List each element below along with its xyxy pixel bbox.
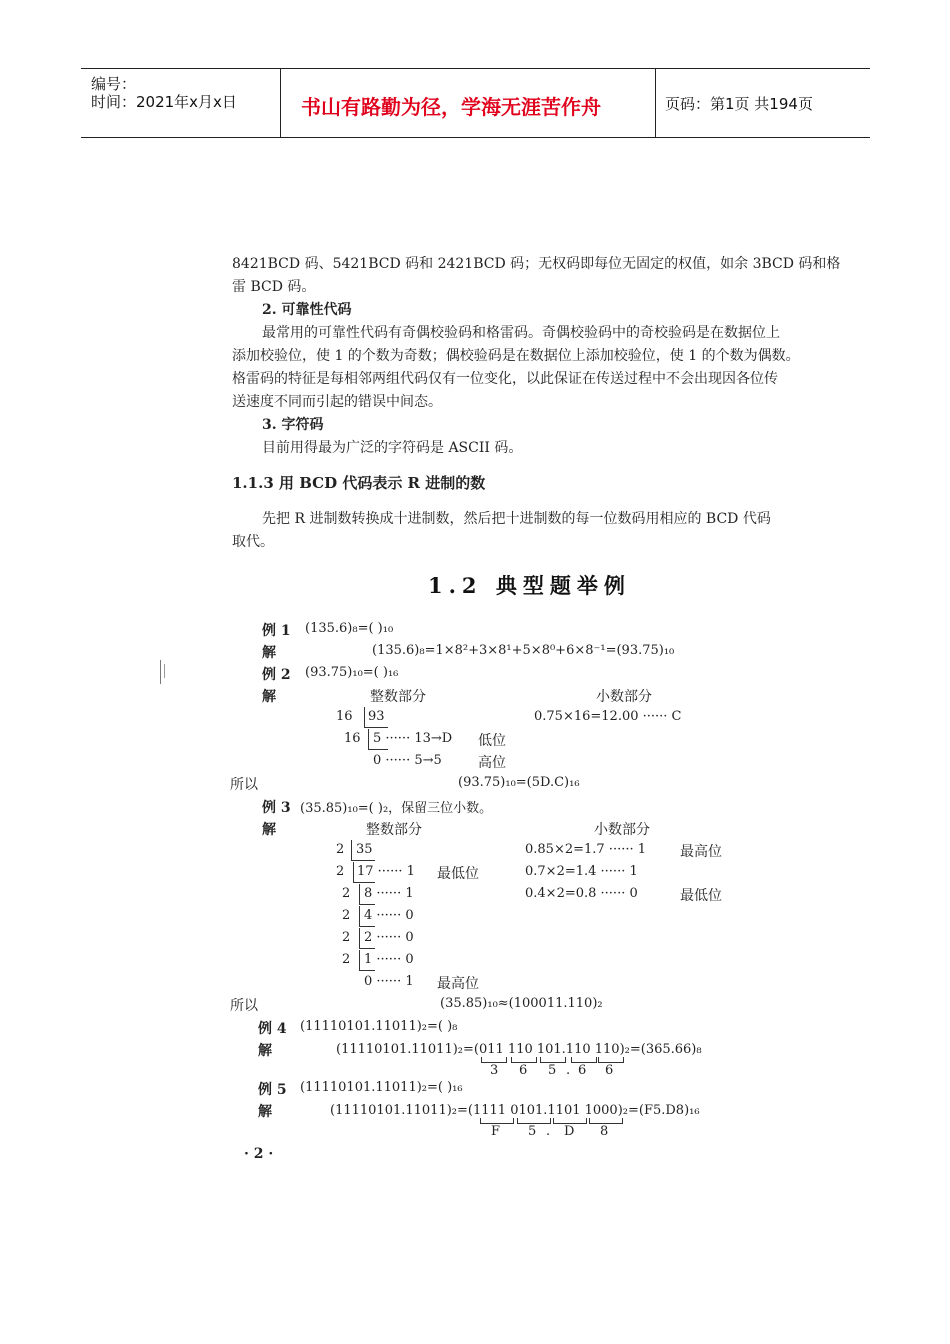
example-label: 例 2 <box>262 667 291 683</box>
example-label: 例 5 <box>258 1082 287 1098</box>
quotient-row: 35 <box>356 842 373 857</box>
division-bracket <box>359 948 375 949</box>
section-title: 1.2 典型题举例 <box>428 573 631 598</box>
solution-label: 解 <box>262 689 276 705</box>
example-label: 例 1 <box>262 623 291 639</box>
divisor: 2 <box>336 842 345 857</box>
division-bracket <box>364 727 388 728</box>
divisor: 2 <box>342 952 351 967</box>
fraction-part-label: 小数部分 <box>594 822 650 838</box>
reliable-line: 添加校验位，使 1 的个数为奇数；偶校验码是在数据位上添加校验位，使 1 的个数为偶数。 <box>232 348 800 364</box>
group-digit: 8 <box>600 1124 609 1139</box>
integer-part-label: 整数部分 <box>370 689 426 705</box>
lowest-label: 最低位 <box>680 888 722 904</box>
result: (35.85)₁₀≈(100011.110)₂ <box>440 996 603 1011</box>
group-digit: 6 <box>605 1063 614 1078</box>
example-label: 例 4 <box>258 1021 287 1037</box>
scan-mark <box>160 660 161 684</box>
group-digit: . <box>546 1124 551 1139</box>
solution-label: 解 <box>258 1043 272 1059</box>
group-digit: 5 <box>548 1063 557 1078</box>
group-digit: 5 <box>528 1124 537 1139</box>
division-bracket <box>351 840 352 860</box>
reliable-line: 送速度不同而引起的错误中间态。 <box>232 394 442 410</box>
division-bracket <box>359 926 375 927</box>
divisor: 2 <box>342 886 351 901</box>
solution-label: 解 <box>262 645 276 661</box>
quotient-row: 5 ······ 13→D <box>373 731 453 746</box>
group-digit: 6 <box>519 1063 528 1078</box>
divisor: 16 <box>344 731 361 746</box>
divisor: 2 <box>342 908 351 923</box>
therefore-label: 所以 <box>230 998 258 1014</box>
division-bracket <box>364 707 365 727</box>
number-label: 编号： <box>91 75 137 93</box>
header-divider <box>280 69 281 137</box>
fraction-step: 0.85×2=1.7 ······ 1 <box>525 842 647 857</box>
example-answer: (11110101.11011)₂=(1111 0101.1101 1000)₂=(F5.D8)₁₆ <box>330 1103 700 1118</box>
example-question: (35.85)₁₀=( )₂，保留三位小数。 <box>300 801 493 816</box>
example-label: 例 3 <box>262 800 291 816</box>
divisor: 2 <box>336 864 345 879</box>
scan-mark <box>164 664 165 678</box>
group-digit: D <box>564 1124 575 1139</box>
example-question: (11110101.11011)₂=( )₁₆ <box>300 1080 463 1095</box>
solution-label: 解 <box>258 1104 272 1120</box>
highest-label: 最高位 <box>437 976 479 992</box>
division-bracket <box>359 904 375 905</box>
motto: 书山有路勤为径，学海无涯苦作舟 <box>301 95 601 119</box>
header-divider <box>655 69 656 137</box>
quotient-row: 4 ······ 0 <box>364 908 414 923</box>
quotient-row: 0 ······ 1 <box>364 974 414 989</box>
group-digit: . <box>566 1063 571 1078</box>
fraction-part-label: 小数部分 <box>596 689 652 705</box>
reliable-line: 最常用的可靠性代码有奇偶校验码和格雷码。奇偶校验码中的奇校验码是在数据位上 <box>262 325 780 341</box>
division-bracket <box>353 882 375 883</box>
group-digit: F <box>491 1124 501 1139</box>
reliable-heading: 2. 可靠性代码 <box>262 302 352 318</box>
example-question: (135.6)₈=( )₁₀ <box>305 621 394 636</box>
division-bracket <box>353 862 354 882</box>
example-question: (11110101.11011)₂=( )₈ <box>300 1019 458 1034</box>
result: (93.75)₁₀=(5D.C)₁₆ <box>458 775 580 790</box>
highest-label: 最高位 <box>680 844 722 860</box>
group-digit: 3 <box>490 1063 499 1078</box>
divisor: 2 <box>342 930 351 945</box>
division-bracket <box>368 729 369 749</box>
quotient-row: 0 ······ 5→5 <box>373 753 442 768</box>
integer-part-label: 整数部分 <box>366 822 422 838</box>
division-bracket <box>359 950 360 970</box>
division-bracket <box>359 970 375 971</box>
quotient-row: 8 ······ 1 <box>364 886 414 901</box>
subsection-heading: 1.1.3 用 BCD 代码表示 R 进制的数 <box>232 474 486 492</box>
reliable-line: 格雷码的特征是每相邻两组代码仅有一位变化，以此保证在传送过程中不会出现因各位传 <box>232 371 778 387</box>
quotient-row: 2 ······ 0 <box>364 930 414 945</box>
subsection-line: 先把 R 进制数转换成十进制数，然后把十进制数的每一位数码用相应的 BCD 代码 <box>262 511 771 527</box>
division-bracket <box>359 928 360 948</box>
high-label: 高位 <box>478 755 506 771</box>
example-answer: (11110101.11011)₂=(011 110 101.110 110)₂=(365.66)₈ <box>336 1042 702 1057</box>
dividend: 93 <box>368 709 385 724</box>
header-table <box>81 68 870 138</box>
division-bracket <box>359 906 360 926</box>
division-bracket <box>368 749 388 750</box>
division-bracket <box>351 860 375 861</box>
date-label: 时间：2021年x月x日 <box>91 93 237 111</box>
quotient-row: 17 ······ 1 <box>357 864 415 879</box>
fraction-step: 0.7×2=1.4 ······ 1 <box>525 864 638 879</box>
charcode-heading: 3. 字符码 <box>262 417 324 433</box>
example-answer: (135.6)₈=1×8²+3×8¹+5×8⁰+6×8⁻¹=(93.75)₁₀ <box>372 643 675 658</box>
page-number: · 2 · <box>244 1146 274 1162</box>
lowest-label: 最低位 <box>437 866 479 882</box>
intro-line: 雷 BCD 码。 <box>232 279 316 295</box>
intro-line: 8421BCD 码、5421BCD 码和 2421BCD 码；无权码即每位无固定的权值，如余 3BCD 码和格 <box>232 256 841 272</box>
therefore-label: 所以 <box>230 777 258 793</box>
low-label: 低位 <box>478 733 506 749</box>
charcode-line: 目前用得最为广泛的字符码是 ASCII 码。 <box>262 440 523 456</box>
subsection-line: 取代。 <box>232 534 274 550</box>
group-digit: 6 <box>578 1063 587 1078</box>
example-question: (93.75)₁₀=( )₁₆ <box>305 665 399 680</box>
division-bracket <box>359 884 360 904</box>
page-info: 页码：第1页 共194页 <box>665 95 813 113</box>
fraction-step: 0.75×16=12.00 ······ C <box>534 709 682 724</box>
solution-label: 解 <box>262 822 276 838</box>
divisor: 16 <box>336 709 353 724</box>
quotient-row: 1 ······ 0 <box>364 952 414 967</box>
fraction-step: 0.4×2=0.8 ······ 0 <box>525 886 638 901</box>
